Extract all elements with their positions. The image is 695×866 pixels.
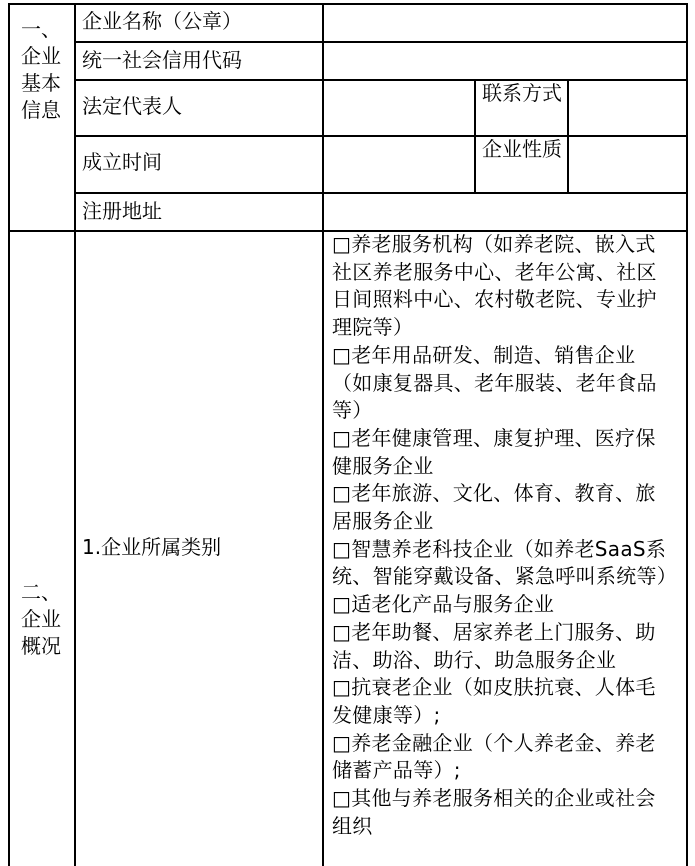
registered-address-field[interactable] (330, 197, 680, 225)
checkbox-icon[interactable]: □ (332, 592, 352, 617)
category-option[interactable]: □老年助餐、居家养老上门服务、助洁、助浴、助行、助急服务企业 (332, 619, 656, 672)
category-option[interactable]: □老年旅游、文化、体育、教育、旅居服务企业 (332, 481, 656, 534)
row-divider (74, 79, 687, 81)
checkbox-icon[interactable]: □ (332, 481, 352, 506)
category-option[interactable]: □智慧养老科技企业（如养老SaaS系统、智能穿戴设备、紧急呼叫系统等） (332, 536, 678, 589)
table-border-right (686, 3, 688, 866)
column-divider (322, 3, 324, 866)
column-divider (474, 79, 476, 192)
checkbox-icon[interactable]: □ (332, 232, 352, 256)
category-option[interactable]: □养老服务机构（如养老院、嵌入式社区养老服务中心、老年公寓、社区日间照料中心、农村敬老院、专业护理院等） (332, 232, 657, 340)
contact-label: 联系方式 (482, 81, 562, 105)
checkbox-icon[interactable]: □ (332, 536, 352, 561)
contact-field[interactable] (575, 92, 680, 120)
row-divider (74, 135, 687, 137)
section-2-title: 二、企业概况 (21, 580, 61, 658)
credit-code-field[interactable] (330, 46, 680, 74)
enterprise-name-field[interactable] (330, 7, 680, 35)
column-divider (74, 3, 76, 866)
category-label: 1.企业所属类别 (82, 535, 222, 559)
category-option[interactable]: □老年健康管理、康复护理、医疗保健服务企业 (332, 425, 656, 478)
category-option[interactable]: □其他与养老服务相关的企业或社会组织 (332, 786, 656, 838)
category-option[interactable]: □适老化产品与服务企业 (332, 592, 555, 617)
legal-representative-field[interactable] (330, 92, 468, 120)
column-divider (567, 79, 569, 192)
enterprise-nature-field[interactable] (575, 148, 680, 176)
checkbox-icon[interactable]: □ (332, 730, 352, 755)
enterprise-info-form (8, 3, 687, 866)
category-option[interactable]: □老年用品研发、制造、销售企业（如康复器具、老年服装、老年食品等） (332, 342, 657, 423)
table-border-left (8, 3, 10, 866)
section-1-title: 一、企业基本信息 (21, 17, 61, 122)
category-option[interactable]: □抗衰老企业（如皮肤抗衰、人体毛发健康等）; (332, 675, 656, 727)
checkbox-icon[interactable]: □ (332, 342, 352, 367)
checkbox-icon[interactable]: □ (332, 619, 352, 644)
checkbox-icon[interactable]: □ (332, 425, 352, 450)
category-option[interactable]: □养老金融企业（个人养老金、养老储蓄产品等）; (332, 730, 656, 783)
founded-date-field[interactable] (330, 148, 468, 176)
enterprise-name-label: 企业名称（公章） (82, 9, 242, 33)
row-divider (74, 41, 687, 43)
founded-date-label: 成立时间 (82, 150, 162, 174)
registered-address-label: 注册地址 (82, 199, 162, 223)
enterprise-nature-label: 企业性质 (482, 137, 562, 161)
category-options (332, 231, 678, 840)
checkbox-icon[interactable]: □ (332, 786, 352, 811)
checkbox-icon[interactable]: □ (332, 675, 352, 700)
legal-representative-label: 法定代表人 (82, 94, 182, 118)
credit-code-label: 统一社会信用代码 (82, 48, 242, 72)
table-border-top (8, 3, 687, 5)
row-divider (74, 192, 687, 194)
